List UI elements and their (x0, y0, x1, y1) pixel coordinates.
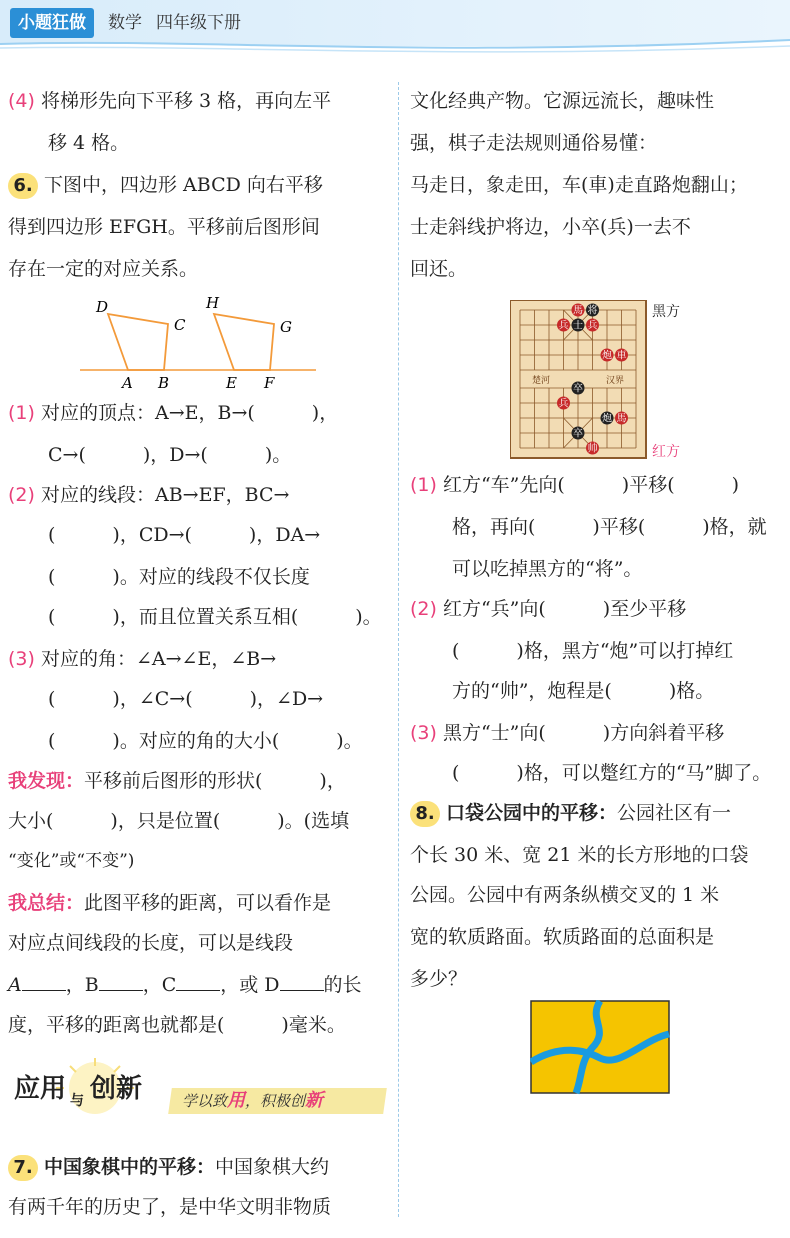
river-right: 汉界 (606, 376, 625, 386)
find-line2: 大小( )，只是位置( )。(选填 (8, 810, 350, 832)
r1-line1: (1) 红方“车”先向( )平移( ) (410, 474, 740, 496)
find-line1: 我发现：平移前后图形的形状( )， (8, 770, 346, 792)
piece-bing-top-text: 兵 (558, 320, 569, 332)
piece-pao-red-text: 炮 (602, 350, 612, 362)
r1-line2: 格，再向( )平移( )格，就 (452, 516, 767, 538)
piece-bing-text: 兵 (558, 398, 569, 410)
p3-line2: ( )，∠C→( )，∠D→ (48, 688, 324, 710)
river-left: 楚河 (532, 376, 551, 386)
find-line3: “变化”或“不变”) (8, 851, 135, 871)
p2-line4: ( )，而且位置关系互相( )。 (48, 606, 382, 628)
piece-pao-black-text: 炮 (602, 413, 612, 425)
header-subtitle (108, 8, 255, 38)
label-red-side: 红方 (652, 444, 680, 460)
slogan: 学以致用，积极创新 (182, 1090, 324, 1111)
section-banner (10, 1058, 390, 1128)
section-title-2: 与 (70, 1093, 84, 1109)
label-black-side: 黑方 (652, 304, 680, 320)
park-rect (531, 1001, 669, 1093)
label-d: D (96, 298, 109, 316)
translation-figure (80, 290, 320, 394)
quad-abcd (108, 314, 168, 370)
q7c-line1: 文化经典产物。它源远流长，趣味性 (410, 90, 715, 112)
sum-line2: 对应点间线段的长度，可以是线段 (8, 932, 294, 954)
q8-badge: 8. (410, 801, 440, 827)
q5-4-line2: 移 4 格。 (48, 132, 130, 154)
p2-line2: ( )，CD→( )，DA→ (48, 524, 321, 546)
subject: 数学 (108, 13, 142, 33)
p3-line1: (3) 对应的角：∠A→∠E，∠B→ (8, 648, 277, 670)
column-divider (398, 82, 399, 1217)
label-f: F (264, 374, 275, 392)
q7-line2: 有两千年的历史了，是中华文明非物质 (8, 1196, 332, 1218)
quad-efgh (214, 314, 274, 370)
q6-badge: 6. (8, 173, 38, 199)
piece-bing-top2-text: 兵 (587, 320, 598, 332)
p1-line1: (1) 对应的顶点：A→E，B→( )， (8, 402, 339, 424)
piece-jiang-text: 将 (587, 305, 598, 317)
p2-line1: (2) 对应的线段：AB→EF，BC→ (8, 484, 290, 506)
r3-line2: ( )格，可以蹩红方的“马”脚了。 (452, 762, 772, 784)
q8-line1: 8. 口袋公园中的平移：公园社区有一 (410, 798, 731, 828)
label-c: C (174, 316, 186, 334)
q8-line2: 个长 30 米、宽 21 米的长方形地的口袋 (410, 844, 749, 866)
r2-line2: ( )格，黑方“炮”可以打掉红 (452, 640, 734, 662)
label-e: E (226, 374, 237, 392)
piece-che-text: 車 (616, 350, 627, 362)
series-tag: 小题狂做 (10, 8, 94, 38)
q6-line2: 得到四边形 EFGH。平移前后图形间 (8, 216, 320, 238)
page-header (0, 0, 790, 62)
piece-ma-text: 馬 (573, 305, 583, 317)
r3-line1: (3) 黑方“士”向( )方向斜着平移 (410, 722, 725, 744)
pocket-park-figure (530, 1000, 670, 1096)
label-a: A (122, 374, 133, 392)
piece-zu2-text: 卒 (573, 428, 583, 440)
q8-line3: 公园。公园中有两条纵横交叉的 1 米 (410, 884, 720, 906)
q7c-line3: 马走日，象走田，车(車)走直路炮翻山； (410, 174, 748, 196)
label-b: B (158, 374, 170, 392)
label-h: H (206, 294, 220, 312)
piece-shuai-text: 帅 (587, 443, 598, 455)
q7-line1: 7. 中国象棋中的平移：中国象棋大约 (8, 1152, 329, 1182)
sum-line4: 度，平移的距离也就都是( )毫米。 (8, 1014, 346, 1036)
piece-shi-text: 士 (573, 320, 583, 332)
q5-4-line1: (4) 将梯形先向下平移 3 格，再向左平 (8, 90, 332, 112)
section-title-1: 应用 (14, 1074, 67, 1104)
q7c-line2: 强，棋子走法规则通俗易懂： (410, 132, 658, 154)
q8-line5: 多少？ (410, 968, 468, 990)
p1-line2: C→( )，D→( )。 (48, 444, 292, 466)
r2-line1: (2) 红方“兵”向( )至少平移 (410, 598, 687, 620)
p2-line3: ( )。对应的线段不仅长度 (48, 566, 310, 588)
label-g: G (280, 318, 292, 336)
q7-badge: 7. (8, 1155, 38, 1181)
chess-board (510, 300, 700, 464)
q6-line3: 存在一定的对应关系。 (8, 258, 199, 280)
p3-line3: ( )。对应的角的大小( )。 (48, 730, 363, 752)
r2-line3: 方的“帅”，炮程是( )格。 (452, 680, 715, 702)
q8-line4: 宽的软质路面。软质路面的总面积是 (410, 926, 715, 948)
q7c-line5: 回还。 (410, 258, 468, 280)
sum-line1: 我总结：此图平移的距离，可以看作是 (8, 892, 332, 914)
piece-ma-bottom-text: 馬 (616, 413, 627, 425)
section-title-3: 创新 (90, 1074, 143, 1104)
grade: 四年级下册 (156, 13, 241, 33)
piece-zu-text: 卒 (573, 383, 583, 395)
r1-line3: 可以吃掉黑方的“将”。 (452, 558, 643, 580)
sum-line3: A ，B ，C ，或 D 的长 (8, 974, 362, 996)
q7c-line4: 士走斜线护将边，小卒(兵)一去不 (410, 216, 691, 238)
q6-line1: 6. 下图中，四边形 ABCD 向右平移 (8, 170, 323, 200)
